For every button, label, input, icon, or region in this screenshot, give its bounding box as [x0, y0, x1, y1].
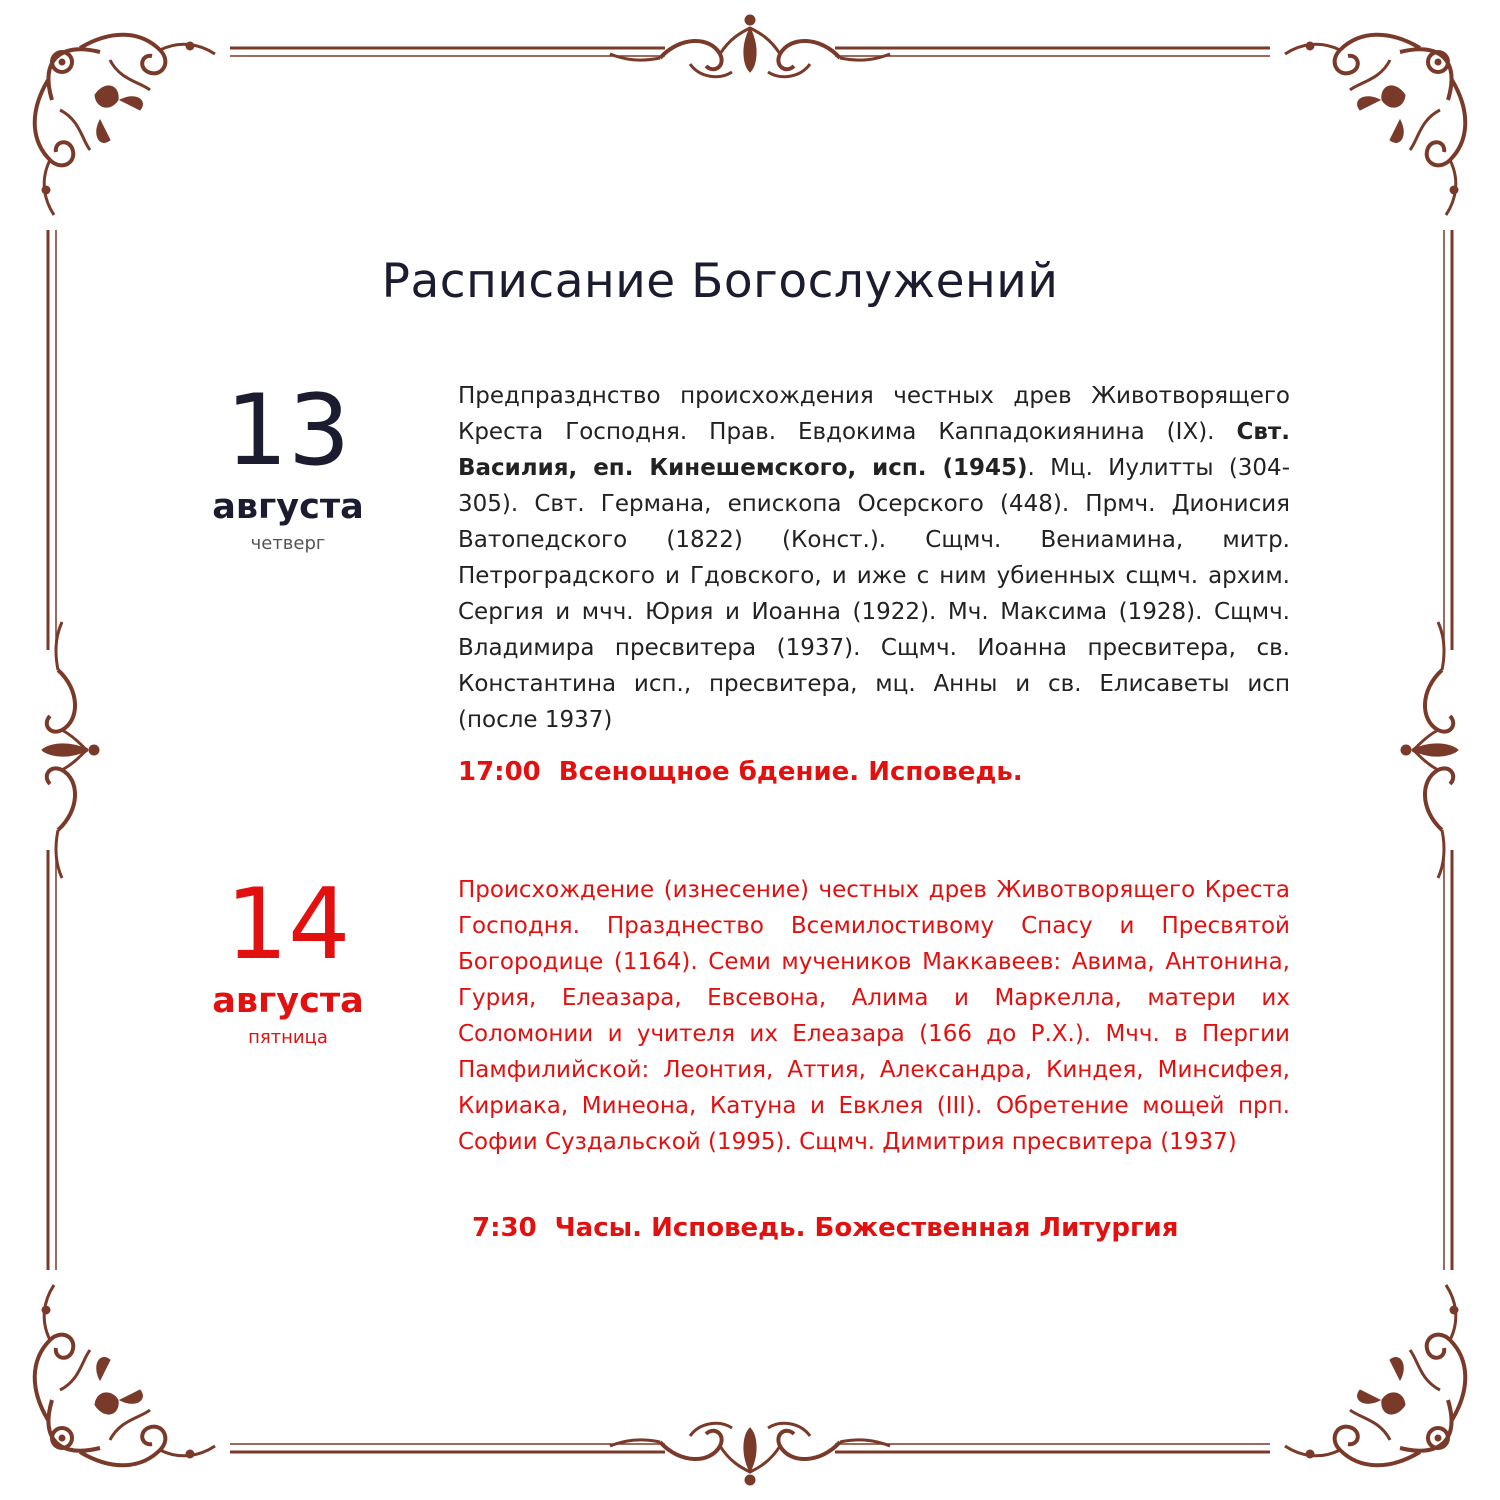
service-name: Всенощное бдение. Исповедь.: [558, 757, 1023, 787]
service-name: Часы. Исповедь. Божественная Литургия: [554, 1213, 1179, 1243]
date-month: августа: [212, 487, 364, 527]
description-text: Предпразднство происхождения честных древ Животворящего Креста Господня. Прав. Евдокима Каппадокиянина (IX).: [458, 383, 1290, 445]
service-entry: [472, 1213, 1178, 1243]
service-entry: [458, 757, 1023, 787]
date-block-13: [188, 374, 388, 554]
date-weekday: пятница: [248, 1026, 328, 1048]
service-time: 7:30: [472, 1213, 537, 1243]
date-day-number: 14: [225, 868, 351, 982]
day-description: [458, 378, 1290, 738]
date-day-number: 13: [225, 374, 351, 488]
date-weekday: четверг: [250, 532, 326, 554]
service-time: 17:00: [458, 757, 541, 787]
description-bold-text: Свт. Василия, еп. Кинешемского, исп. (1945): [458, 419, 1290, 481]
date-block-14: [188, 868, 388, 1048]
day-description: Происхождение (изнесение) честных древ Животворящего Креста Господня. Празднество Всемилостивому Спасу и Пресвятой Богородице (1164). Семи мучеников Маккавеев: Авима, Антонина, Гурия, Елеазара, Евсевона, Алима и Маркелла, матери их Соломонии и учителя их Елеазара (166 до Р.Х.). Мчч. в Пергии Памфилийской: Леонтия, Аттия, Александра, Киндея, Минсифея, Кириака, Минеона, Катуна и Евклея (III). Обретение мощей прп. Софии Суздальской (1995). Сщмч. Димитрия пресвитера (1937): [458, 877, 1290, 1155]
page-title: Расписание Богослужений: [381, 254, 1059, 309]
description-text: . Мц. Иулитты (304-305). Свт. Германа, епископа Осерского (448). Прмч. Дионисия Ватопедского (1822) (Конст.). Сщмч. Вениамина, митр. Петроградского и Гдовского, и иже с ним убиенных сщмч. архим. Сергия и мчч. Юрия и Иоанна (1922). Мч. Максима (1928). Сщмч. Владимира пресвитера (1937). Сщмч. Иоанна пресвитера, св. Константина исп., пресвитера, мц. Анны и св. Елисаветы исп (после 1937): [458, 455, 1290, 733]
date-month: августа: [212, 981, 364, 1021]
